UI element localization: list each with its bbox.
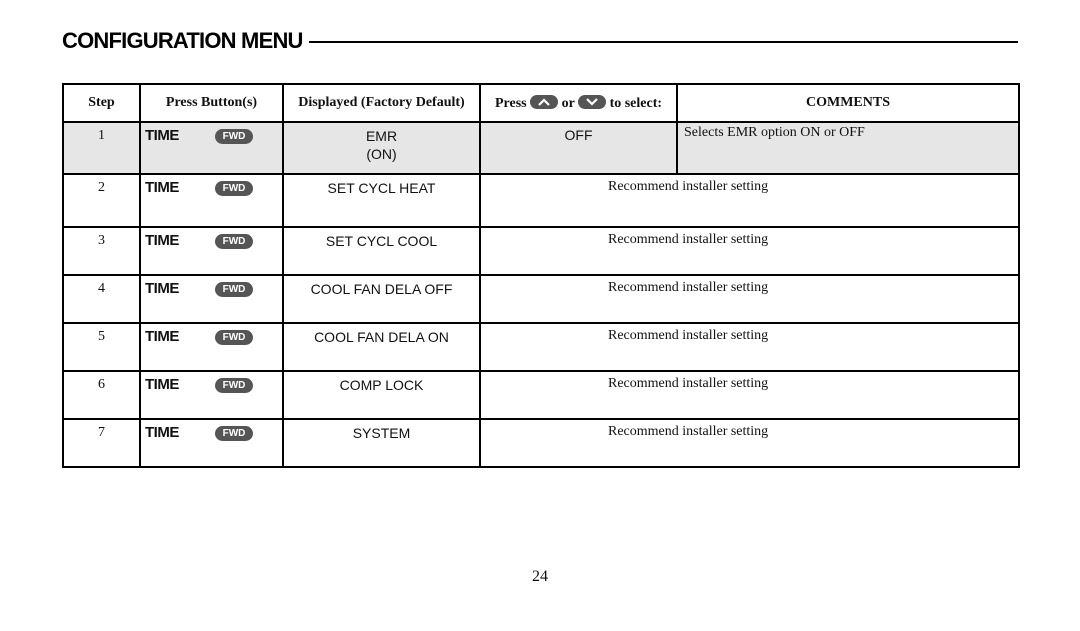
header-step: Step [63,84,140,122]
display-text: SET CYCL HEAT [283,174,480,227]
header-press-suffix: to select: [609,95,663,111]
display-text: COOL FAN DELA OFF [283,275,480,323]
table-row [63,419,1019,467]
button-cell [140,275,283,323]
fwd-button-icon: FWD [215,330,253,345]
time-button-label: TIME [145,376,179,393]
comment-cell [480,174,1019,227]
header-press-prefix: Press [494,95,527,111]
comment-text: Recommend installer setting [608,232,769,247]
display-text: COMP LOCK [283,371,480,419]
down-arrow-button-icon [578,95,606,109]
button-cell [140,174,283,227]
comment-cell [480,419,1019,467]
comment-text: Recommend installer setting [608,328,769,343]
comment-cell [480,227,1019,275]
time-button-label: TIME [145,127,179,144]
button-cell [140,227,283,275]
comment-text: Recommend installer setting [608,424,769,439]
step-number: 5 [63,323,140,371]
display-text: EMR [365,128,398,144]
comment-text: Recommend installer setting [608,376,769,391]
display-cell [283,122,480,174]
configuration-table [62,83,1020,468]
step-number: 6 [63,371,140,419]
button-cell [140,371,283,419]
time-button-label: TIME [145,280,179,297]
table-row [63,122,1019,174]
chevron-down-icon [585,97,599,107]
table-row [63,371,1019,419]
step-number: 3 [63,227,140,275]
page-title: CONFIGURATION MENU [62,28,303,53]
step-number: 2 [63,174,140,227]
up-arrow-button-icon [530,95,558,109]
display-text: SET CYCL COOL [283,227,480,275]
header-press-to-select [480,84,677,122]
title-rule [309,41,1018,43]
comment-text: Recommend installer setting [608,280,769,295]
comment-cell [480,371,1019,419]
display-text: SYSTEM [283,419,480,467]
fwd-button-icon: FWD [215,426,253,441]
time-button-label: TIME [145,328,179,345]
comment-cell [480,323,1019,371]
display-text: COOL FAN DELA ON [283,323,480,371]
table-header-row [63,84,1019,122]
page-number: 24 [532,568,548,585]
fwd-button-icon: FWD [215,378,253,393]
comment-text: Recommend installer setting [608,179,769,194]
fwd-button-icon: FWD [215,282,253,297]
button-cell [140,323,283,371]
header-press-or: or [561,95,575,111]
step-number: 7 [63,419,140,467]
table-row [63,323,1019,371]
button-cell [140,122,283,174]
time-button-label: TIME [145,232,179,249]
comment-cell [480,275,1019,323]
fwd-button-icon: FWD [215,181,253,196]
header-press-buttons: Press Button(s) [140,84,283,122]
step-number: 4 [63,275,140,323]
table-row [63,174,1019,227]
time-button-label: TIME [145,424,179,441]
step-number: 1 [63,122,140,174]
comment-text: Selects EMR option ON or OFF [677,122,1019,174]
header-displayed: Displayed (Factory Default) [283,84,480,122]
table-row [63,275,1019,323]
time-button-label: TIME [145,179,179,196]
header-comments: COMMENTS [677,84,1019,122]
table-row [63,227,1019,275]
fwd-button-icon: FWD [215,234,253,249]
display-default: (ON) [366,146,397,162]
select-value: OFF [480,122,677,174]
title-row [62,28,1018,54]
fwd-button-icon: FWD [215,129,253,144]
chevron-up-icon [537,97,551,107]
button-cell [140,419,283,467]
